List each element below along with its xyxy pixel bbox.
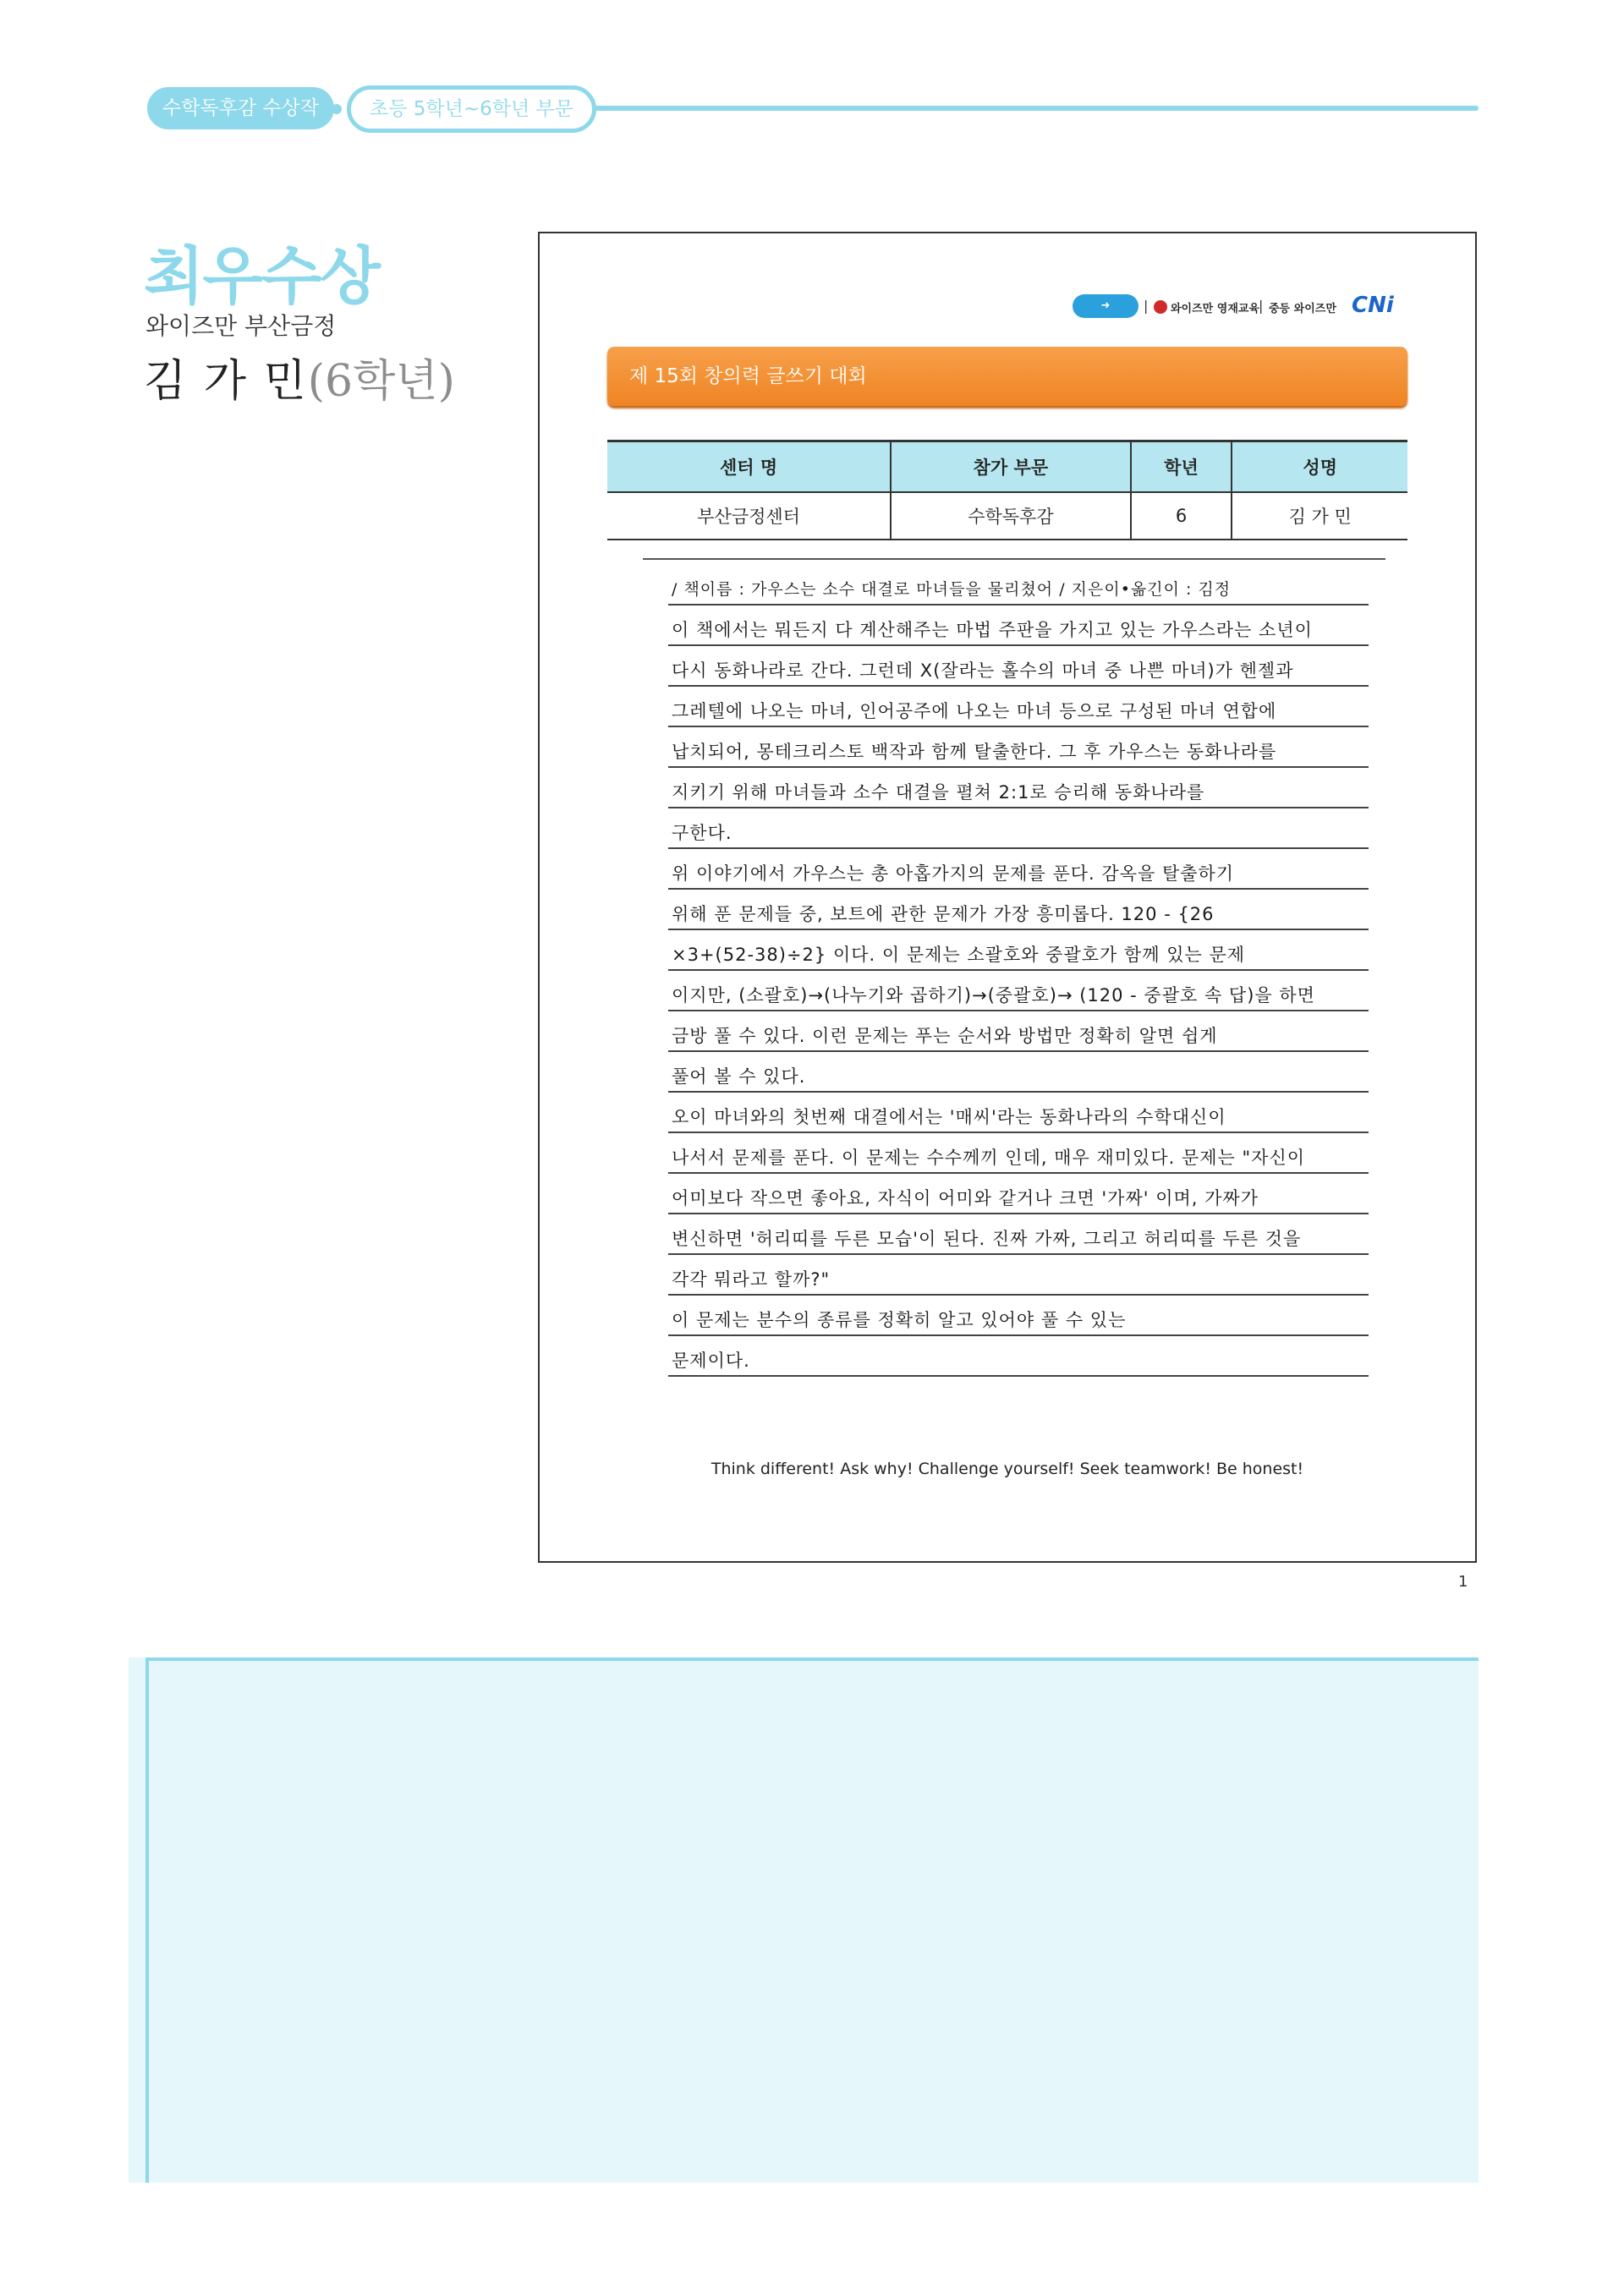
category-tag: 수학독후감 수상작 bbox=[147, 87, 334, 129]
essay-line: 다시 동화나라로 간다. 그런데 X(잘라는 홀수의 마녀 중 나쁜 마녀)가 헨젤과 bbox=[668, 646, 1369, 687]
handwritten-essay bbox=[668, 565, 1369, 1377]
essay-line: 금방 풀 수 있다. 이런 문제는 푸는 순서와 방법만 정확히 알면 쉽게 bbox=[668, 1011, 1369, 1052]
logo-separator: | bbox=[1259, 298, 1264, 314]
blank-content-box bbox=[129, 1658, 1479, 2183]
division-tag: 초등 5학년~6학년 부문 bbox=[347, 85, 596, 133]
table-row bbox=[607, 492, 1407, 540]
student-name: 김 가 민 bbox=[144, 356, 308, 407]
table-cell: 부산금정센터 bbox=[607, 492, 891, 540]
table-header-cell: 학년 bbox=[1131, 441, 1232, 493]
logo-strip bbox=[1073, 294, 1428, 320]
essay-line: 납치되어, 몽테크리스토 백작과 함께 탈출한다. 그 후 가우스는 동화나라를 bbox=[668, 727, 1369, 768]
essay-line: 나서서 문제를 푼다. 이 문제는 수수께끼 인데, 매우 재미있다. 문제는 "자신이 bbox=[668, 1133, 1369, 1174]
contest-title-bar: 제 15회 창의력 글쓰기 대회 bbox=[607, 347, 1407, 406]
separator-dot bbox=[332, 104, 342, 114]
footer-slogan: Think different! Ask why! Challenge yourself! Seek teamwork! Be honest! bbox=[710, 1460, 1304, 1478]
logo-separator: | bbox=[1144, 298, 1149, 314]
essay-line: 변신하면 '허리띠를 두른 모습'이 된다. 진짜 가짜, 그리고 허리띠를 두른 것을 bbox=[668, 1214, 1369, 1255]
center-name: 와이즈만 부산금정 bbox=[145, 312, 337, 340]
table-cell: 수학독후감 bbox=[891, 492, 1130, 540]
essay-line: 이 책에서는 뭐든지 다 계산해주는 마법 주판을 가지고 있는 가우스라는 소년이 bbox=[668, 606, 1369, 646]
table-header-cell: 센터 명 bbox=[607, 441, 891, 493]
wiseman-logo-icon: ➜ bbox=[1073, 294, 1138, 318]
essay-line: 문제이다. bbox=[668, 1336, 1369, 1377]
essay-line: 구한다. bbox=[668, 808, 1369, 849]
top-rule bbox=[643, 558, 1385, 560]
essay-line: 위 이야기에서 가우스는 총 아홉가지의 문제를 푼다. 감옥을 탈출하기 bbox=[668, 849, 1369, 890]
table-header-row bbox=[607, 441, 1407, 493]
essay-line: 이지만, (소괄호)→(나누기와 곱하기)→(중괄호)→ (120 - 중괄호 속 답)을 하면 bbox=[668, 971, 1369, 1011]
org-logo-text: 와이즈만 영재교육 bbox=[1171, 303, 1259, 315]
essay-line: 위해 푼 문제들 중, 보트에 관한 문제가 가장 흥미롭다. 120 - {26 bbox=[668, 890, 1369, 930]
category-header bbox=[144, 85, 1479, 133]
table-cell: 김 가 민 bbox=[1232, 492, 1407, 540]
table-header-cell: 성명 bbox=[1232, 441, 1407, 493]
table-header-cell: 참가 부문 bbox=[891, 441, 1130, 493]
essay-line: 오이 마녀와의 첫번째 대결에서는 '매씨'라는 동화나라의 수학대신이 bbox=[668, 1093, 1369, 1133]
cni-logo: CNi bbox=[1352, 293, 1394, 318]
essay-line: 이 문제는 분수의 종류를 정확히 알고 있어야 풀 수 있는 bbox=[668, 1296, 1369, 1336]
box-top-border bbox=[145, 1658, 1479, 1661]
student-grade: (6학년) bbox=[307, 356, 455, 407]
essay-line: ×3+(52-38)÷2} 이다. 이 문제는 소괄호와 중괄호가 함께 있는 문제 bbox=[668, 930, 1369, 971]
page-number: 1 bbox=[1458, 1573, 1468, 1591]
header-rule bbox=[567, 106, 1479, 111]
entry-info-table bbox=[607, 440, 1407, 540]
org-logo-text-2: 중등 와이즈만 bbox=[1269, 303, 1336, 315]
student-name-block bbox=[144, 345, 455, 408]
essay-line: 지키기 위해 마녀들과 소수 대결을 펼쳐 2:1로 승리해 동화나라를 bbox=[668, 768, 1369, 808]
wiseman-red-logo-icon bbox=[1154, 300, 1167, 314]
essay-line: / 책이름 : 가우스는 소수 대결로 마녀들을 물리쳤어 / 지은이•옮긴이 : 김정 bbox=[668, 565, 1369, 606]
scanned-essay bbox=[538, 232, 1477, 1563]
essay-line: 풀어 볼 수 있다. bbox=[668, 1052, 1369, 1093]
award-title: 최우수상 bbox=[144, 240, 379, 313]
table-cell: 6 bbox=[1131, 492, 1232, 540]
essay-line: 어미보다 작으면 좋아요, 자식이 어미와 같거나 크면 '가짜' 이며, 가짜가 bbox=[668, 1174, 1369, 1214]
box-left-border bbox=[145, 1658, 149, 2183]
essay-line: 각각 뭐라고 할까?" bbox=[668, 1255, 1369, 1296]
essay-line: 그레텔에 나오는 마녀, 인어공주에 나오는 마녀 등으로 구성된 마녀 연합에 bbox=[668, 687, 1369, 727]
